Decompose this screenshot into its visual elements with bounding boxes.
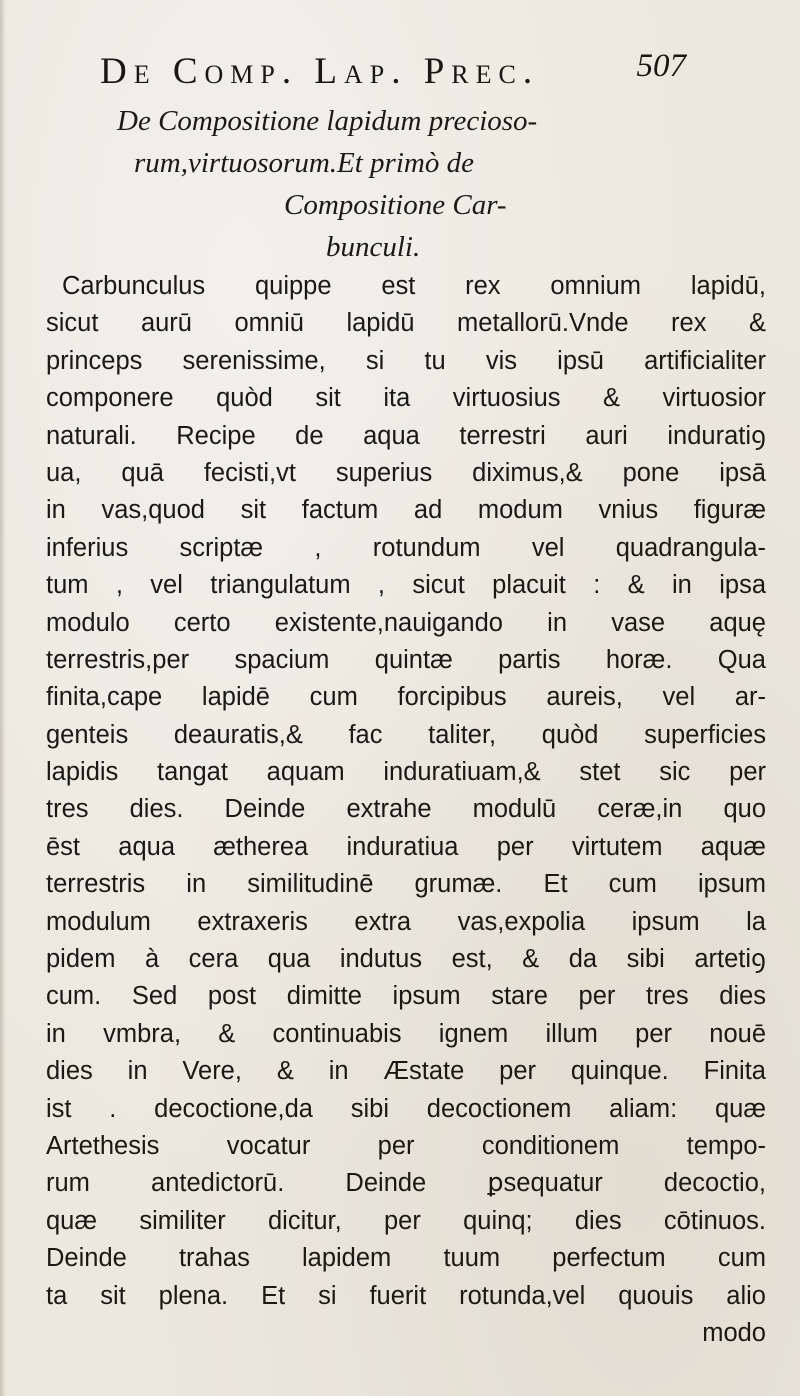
text-line: modulum extraxeris extra vas,expolia ipsum la	[46, 907, 766, 936]
text-line: rum antedictorū. Deinde ꝑsequatur decoctio,	[46, 1169, 766, 1198]
text-line: Artethesis vocatur per conditionem tempo-	[46, 1131, 766, 1160]
text-line: ist . decoctione,da sibi decoctionem aliam: quæ	[46, 1094, 766, 1123]
text-line: princeps serenissime, si tu vis ipsū artificialiter	[46, 346, 766, 375]
text-line: modulo certo existente,nauigando in vase aquę	[46, 608, 766, 637]
text-line: ēst aqua ætherea induratiua per virtutem aquæ	[46, 832, 766, 861]
text-line: pidem à cera qua indutus est, & da sibi artetiꝯ	[46, 945, 766, 974]
text-line: genteis deauratis,& fac taliter, quòd superficies	[46, 720, 766, 749]
text-line: tum , vel triangulatum , sicut placuit : & in ipsa	[46, 571, 766, 600]
text-line: cum. Sed post dimitte ipsum stare per tres dies	[46, 982, 766, 1011]
running-head	[100, 46, 700, 98]
text-line: terrestris,per spacium quintæ partis horæ. Qua	[46, 645, 766, 674]
text-line: Deinde trahas lapidem tuum perfectum cum	[46, 1244, 766, 1273]
heading-line: bunculi.	[326, 231, 421, 263]
text-line: terrestris in similitudinē grumæ. Et cum ipsum	[46, 870, 766, 899]
text-line: ua, quā fecisti,vt superius diximus,& pone ipsā	[46, 458, 766, 487]
catchword: modo	[702, 1318, 766, 1347]
text-line: in vas,quod sit factum ad modum vnius figuræ	[46, 496, 766, 525]
page-number: 507	[636, 48, 686, 84]
text-line: dies in Vere, & in Æstate per quinque. Finita	[46, 1057, 766, 1086]
text-line: componere quòd sit ita virtuosius & virtuosior	[46, 384, 766, 413]
text-line: ta sit plena. Et si fuerit rotunda,vel quouis alio	[46, 1281, 766, 1310]
heading-line: rum,virtuosorum.Et primò de	[134, 147, 474, 179]
text-line: lapidis tangat aquam induratiuam,& stet sic per	[46, 758, 766, 787]
heading-line: De Compositione lapidum precioso-	[117, 105, 538, 137]
text-line: quæ similiter dicitur, per quinq; dies cōtinuos.	[46, 1206, 766, 1235]
running-head-title: De Comp. Lap. Prec.	[100, 51, 540, 92]
text-line: in vmbra, & continuabis ignem illum per nouē	[46, 1019, 766, 1048]
text-line: sicut aurū omniū lapidū metallorū.Vnde rex &	[46, 309, 766, 338]
body-text	[46, 268, 766, 1352]
text-line: Carbunculus quippe est rex omnium lapidū,	[62, 272, 766, 300]
heading-line: Compositione Car-	[284, 189, 507, 221]
text-line: naturali. Recipe de aqua terrestri auri induratiꝯ	[46, 421, 766, 450]
text-line: finita,cape lapidē cum forcipibus aureis, vel ar-	[46, 683, 766, 712]
page-gutter-shadow	[0, 0, 6, 1396]
text-line: inferius scriptæ , rotundum vel quadrangula-	[46, 533, 766, 562]
text-line: tres dies. Deinde extrahe modulū ceræ,in quo	[46, 795, 766, 824]
